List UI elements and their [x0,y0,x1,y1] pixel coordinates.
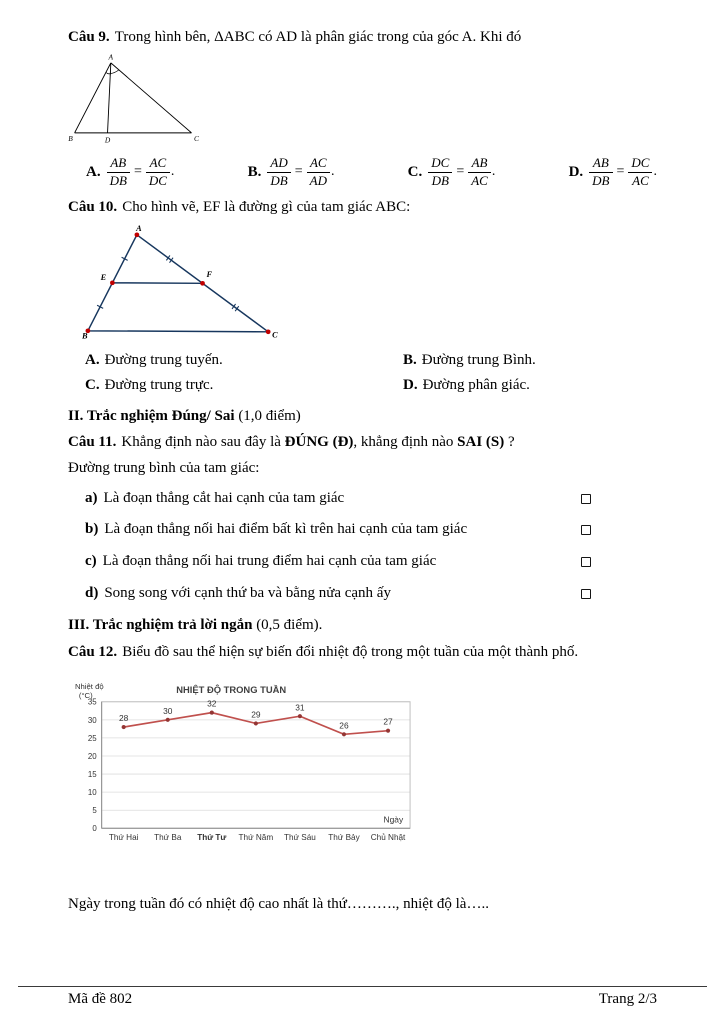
choice-10b[interactable]: B. Đường trung Bình. [403,352,536,369]
question-9 [68,27,657,49]
section-3-title: III. Trắc nghiệm trả lời ngắn [68,616,253,633]
page-number: Trang 2/3 [598,991,657,1007]
point-label-d: D [104,135,111,145]
question-11: Câu 11. Khẳng định nào sau đây là ĐÚNG (Đ), khẳng định nào SAI (S) ? [68,434,515,451]
svg-text:28: 28 [119,713,129,724]
question-11-intro: Đường trung bình của tam giác: [68,459,260,476]
svg-text:30: 30 [163,706,173,717]
fraction: $\frac{AB}{DB}$ [589,155,612,189]
statement-b [68,519,657,541]
fraction: $\frac{AD}{DB}$ [267,155,290,189]
checkbox-icon[interactable] [581,494,591,504]
fraction: $\frac{AB}{DB}$ [107,155,130,189]
equals-sign: = [133,164,142,180]
choice-9a-label: A. [86,163,101,180]
section-3-points: (0,5 điểm). [252,616,323,633]
svg-text:Thứ Năm: Thứ Năm [238,833,274,843]
choice-9d-label: D. [568,163,584,180]
svg-text:26: 26 [339,720,349,731]
angle-bisector-marks [106,70,119,76]
svg-text:Thứ Sáu: Thứ Sáu [283,833,316,843]
svg-text:NHIỆT ĐỘ TRONG TUẦN: NHIỆT ĐỘ TRONG TUẦN [176,684,287,696]
statement-d-text: Song song với cạnh thứ ba và bằng nửa cạnh ấy [104,584,391,601]
choice-9b-label: B. [247,163,262,180]
svg-text:0: 0 [92,824,97,834]
statement-d [68,583,657,605]
checkbox-icon[interactable] [581,557,591,567]
point-dot-e [110,280,115,285]
svg-text:Ngày: Ngày [383,814,404,825]
svg-text:31: 31 [295,702,305,713]
vertex-label-b: B [82,331,88,341]
question-12-label: Câu 12. [68,644,118,661]
fraction: $\frac{AC}{AD}$ [307,155,330,189]
svg-text:29: 29 [251,709,261,720]
equals-sign: = [616,164,625,180]
fraction: $\frac{DC}{AC}$ [628,155,652,189]
section-2-heading [68,406,657,428]
triangle-and-midsegment-edges [88,235,268,332]
svg-text:20: 20 [87,752,97,762]
choice-9c[interactable]: C. $\frac{DC}{DB}$ = $\frac{AB}{AC}$ . [407,154,496,188]
question-9-text: Trong hình bên, ΔABC có AD là phân giác trong của góc A. Khi đó [114,29,522,45]
statement-b-label: b) [85,521,99,538]
fill-in-question: Ngày trong tuần đó có nhiệt độ cao nhất là thứ………., nhiệt độ là….. [68,896,489,913]
question-11-label: Câu 11. [68,434,117,451]
triangle-bisector-figure [68,53,208,145]
question-9-choices [68,155,657,189]
vertex-label-a: A [136,224,142,233]
exam-code: Mã đề 802 [68,991,133,1007]
statement-c [68,551,657,573]
choice-9a[interactable]: A. $\frac{AB}{DB}$ = $\frac{AC}{DC}$ . [86,154,175,188]
question-10-choices [68,352,657,394]
svg-text:32: 32 [207,698,217,709]
svg-text:5: 5 [92,806,97,816]
question-9-label: Câu 9. [68,29,110,45]
point-dot-f [200,281,205,286]
triangle-edges [75,63,192,133]
fraction: $\frac{AB}{AC}$ [468,155,491,189]
svg-text:Chủ Nhật: Chủ Nhật [370,833,406,843]
statement-c-text: Là đoạn thẳng nối hai trung điểm hai cạnh của tam giác [102,553,437,570]
temperature-line-chart [72,680,416,854]
question-12-text: Biểu đồ sau thể hiện sự biến đổi nhiệt độ trong một tuần của một thành phố. [122,644,579,661]
choice-10c[interactable]: C. Đường trung trực. [85,377,214,394]
question-10 [68,197,657,219]
point-label-f: F [206,269,213,279]
statement-a [68,488,657,510]
svg-text:25: 25 [87,734,97,744]
choice-9d[interactable]: D. $\frac{AB}{DB}$ = $\frac{DC}{AC}$ . [568,154,657,188]
question-10-label: Câu 10. [68,199,118,216]
statement-d-label: d) [85,584,99,601]
svg-text:Thứ Bảy: Thứ Bảy [328,833,360,843]
checkbox-icon[interactable] [581,589,591,599]
page-footer [18,986,707,1008]
vertex-dot-c [266,329,271,334]
choice-9b[interactable]: B. $\frac{AD}{DB}$ = $\frac{AC}{AD}$ . [247,154,335,188]
svg-text:(°C): (°C) [78,690,93,700]
svg-text:27: 27 [383,716,393,727]
statement-a-text: Là đoạn thẳng cắt hai cạnh của tam giác [103,489,345,506]
point-label-e: E [100,272,107,282]
section-3-heading [68,615,657,637]
vertex-label-b: B [68,133,73,143]
fraction: $\frac{AC}{DC}$ [146,155,170,189]
choice-10a[interactable]: A. Đường trung tuyến. [85,352,223,369]
vertex-label-a: A [108,52,114,62]
choice-9c-label: C. [407,163,423,180]
svg-text:15: 15 [87,770,97,780]
svg-text:30: 30 [87,715,97,725]
section-2-title: II. Trắc nghiệm Đúng/ Sai [68,408,235,425]
svg-text:35: 35 [87,697,97,707]
temperature-chart [72,680,657,854]
triangle-midsegment-figure [82,225,278,343]
vertex-label-c: C [193,133,199,143]
equals-sign: = [456,164,465,180]
svg-text:Thứ Hai: Thứ Hai [108,833,139,843]
choice-10d[interactable]: D. Đường phân giác. [403,377,530,394]
vertex-label-c: C [272,330,278,340]
fraction: $\frac{DC}{DB}$ [428,155,452,189]
svg-text:Thứ Ba: Thứ Ba [154,833,182,843]
vertex-dot-a [135,232,140,237]
svg-text:Nhiệt độ: Nhiệt độ [74,682,104,692]
question-12 [68,642,657,664]
section-2-points: (1,0 điểm) [234,408,301,425]
svg-text:Thứ Tư: Thứ Tư [197,833,227,843]
checkbox-icon[interactable] [581,525,591,535]
statement-b-text: Là đoạn thẳng nối hai điểm bất kì trên hai cạnh của tam giác [104,521,468,538]
statement-a-label: a) [85,489,98,506]
question-10-text: Cho hình vẽ, EF là đường gì của tam giác ABC: [122,199,411,216]
svg-text:10: 10 [87,788,97,798]
equals-sign: = [294,164,303,180]
statement-c-label: c) [85,553,97,570]
